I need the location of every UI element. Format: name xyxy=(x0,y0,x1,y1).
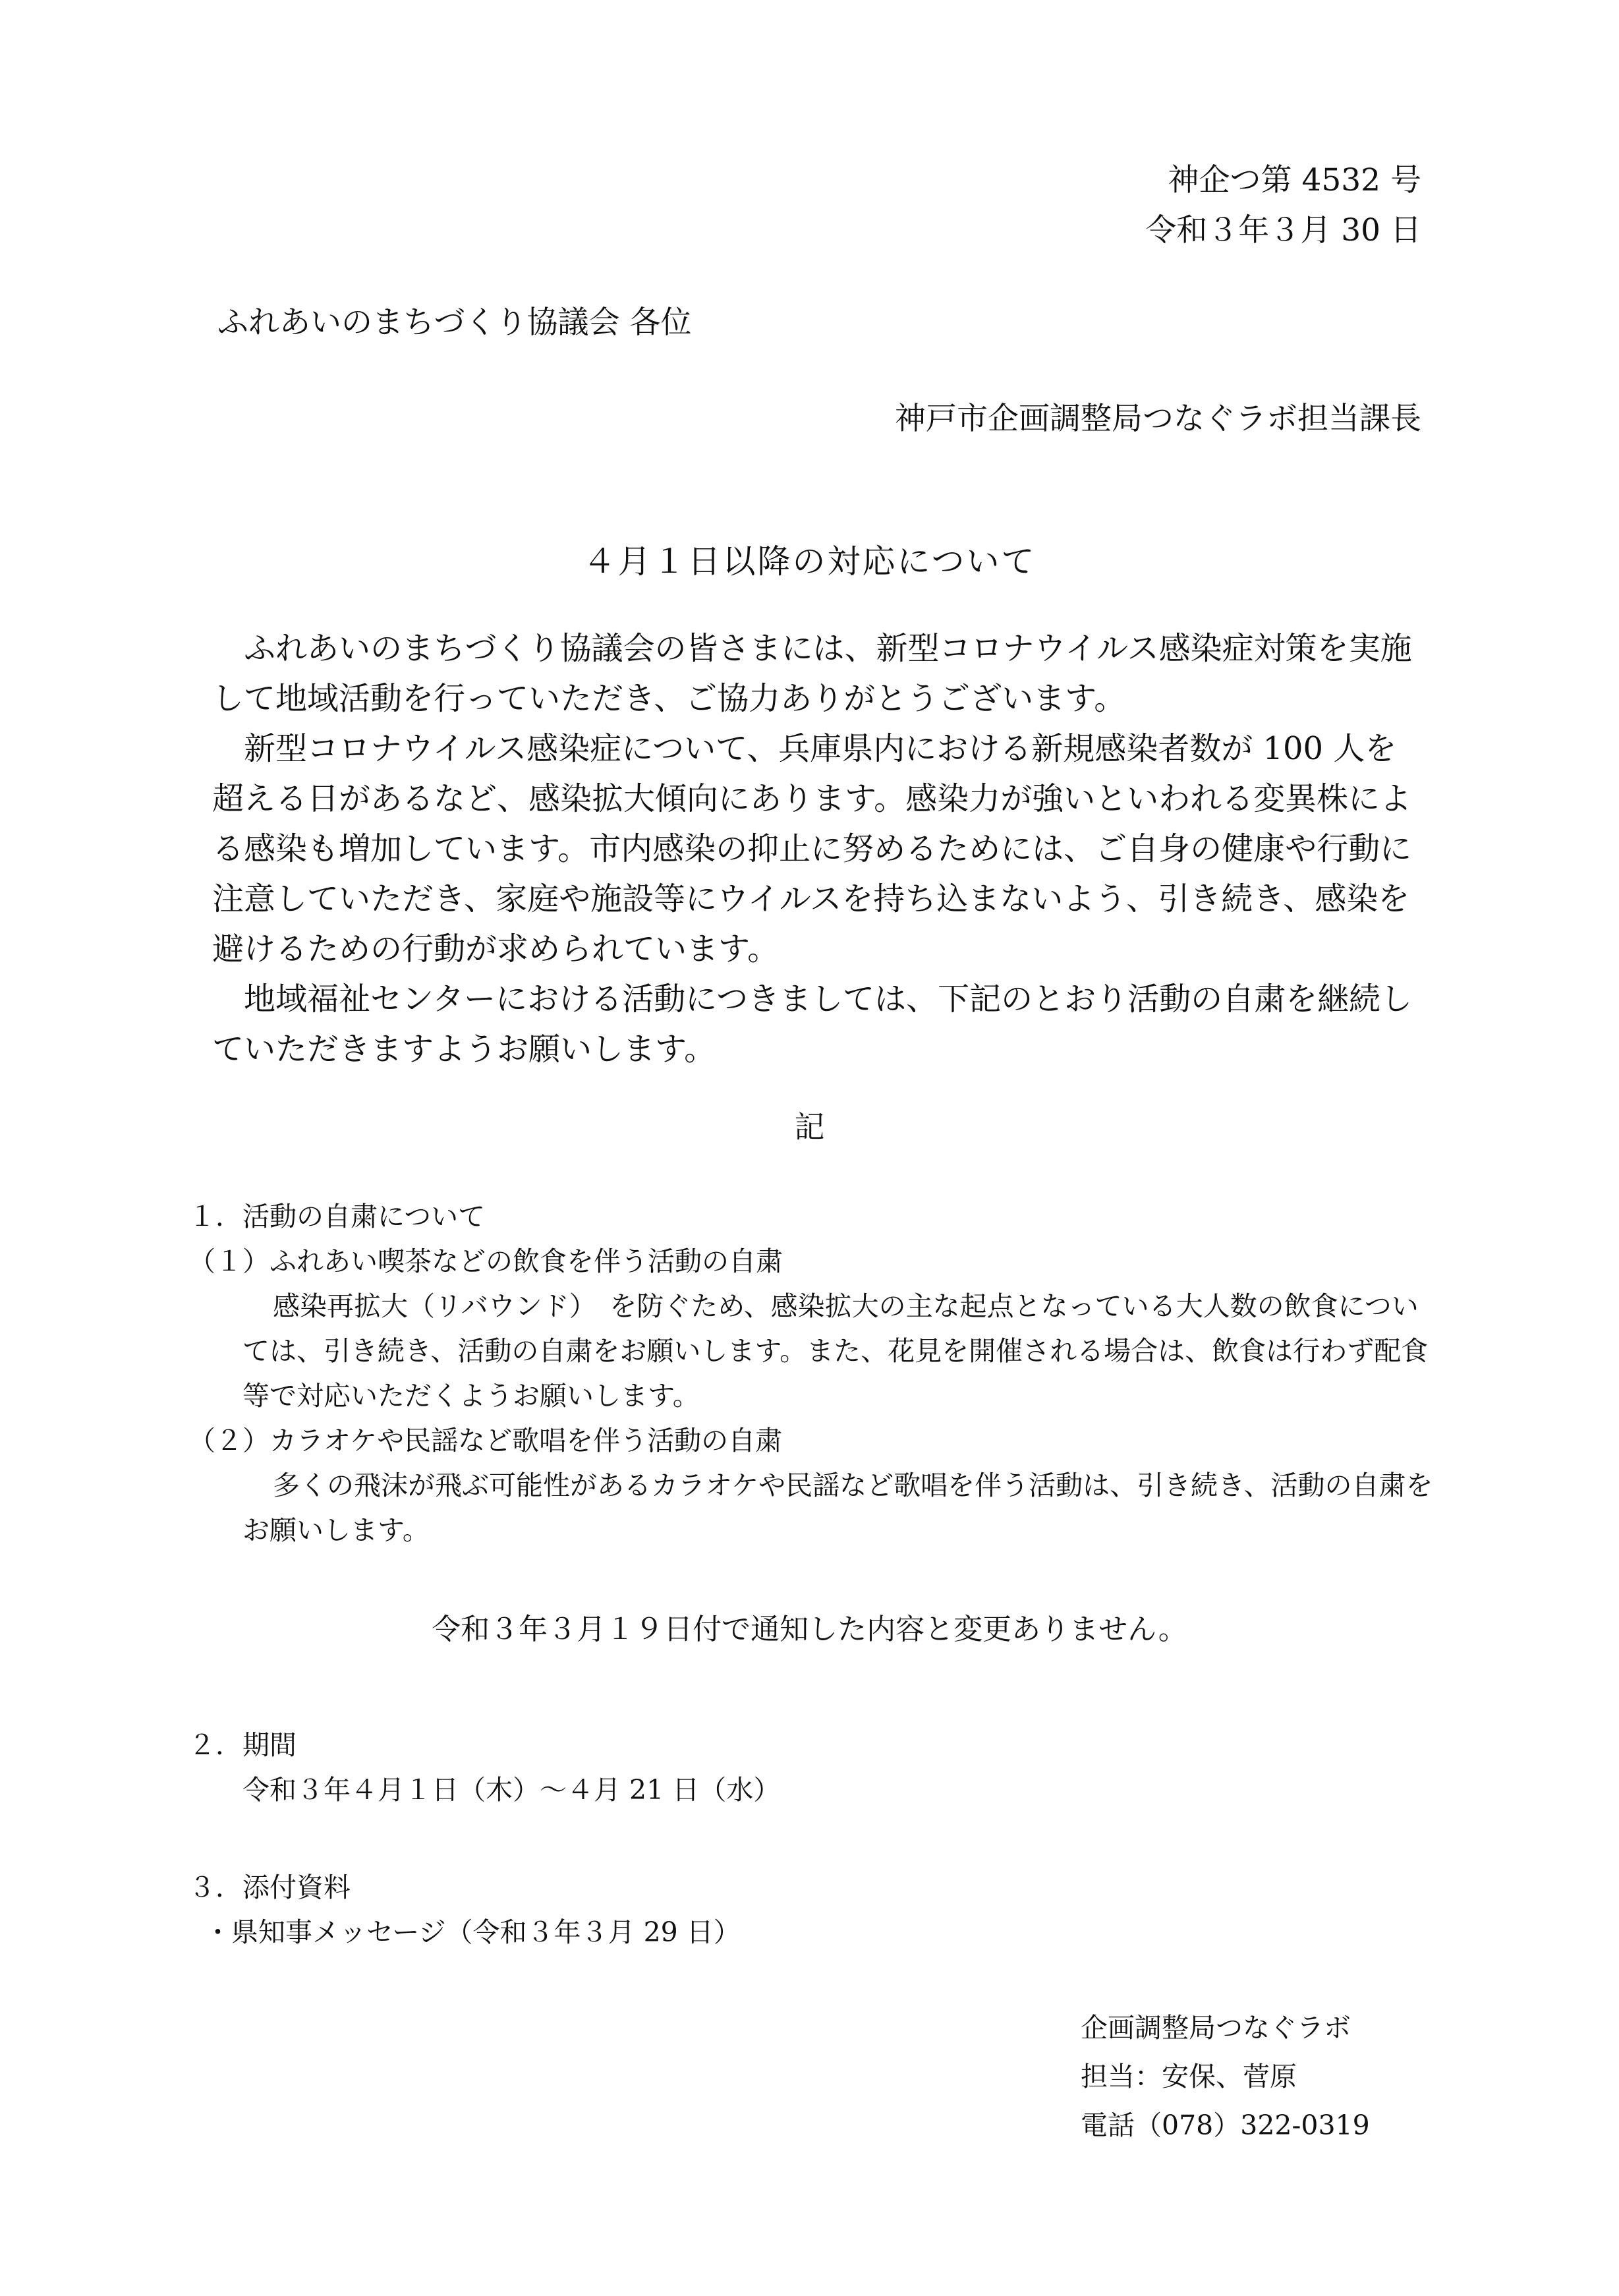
body-paragraph: ふれあいのまちづくり協議会の皆さまには、新型コロナウイルス感染症対策を実施して地域活動を行っていただき、ご協力ありがとうございます。 xyxy=(212,630,1412,717)
document-title: ４月１日以降の対応について xyxy=(582,542,1037,581)
sender: 神戸市企画調整局つなぐラボ担当課長 xyxy=(895,401,1421,437)
item-text: 多くの飛沫が飛ぶ可能性があるカラオケや民謡など歌唱を伴う活動は、引き続き、活動の自粛をお願いします。 xyxy=(242,1470,1433,1546)
section-attachments xyxy=(188,1865,1434,1955)
section-period xyxy=(188,1723,1434,1812)
item-heading: （２）カラオケや民謡など歌唱を伴う活動の自粛 xyxy=(188,1425,783,1456)
document-number: 神企つ第 4532 号 xyxy=(1168,162,1421,198)
ki-heading: 記 xyxy=(794,1109,825,1145)
section-heading: １．活動の自粛について xyxy=(188,1201,486,1232)
body-paragraph: 地域福祉センターにおける活動につきましては、下記のとおり活動の自粛を継続していただきますようお願いします。 xyxy=(212,981,1413,1068)
document-date: 令和３年３月 30 日 xyxy=(1145,212,1421,248)
contact-block xyxy=(1081,2003,1370,2150)
attachment-item: ・県知事メッセージ（令和３年３月 29 日） xyxy=(204,1916,741,1948)
section-heading: ３．添付資料 xyxy=(188,1872,351,1903)
body-paragraph: 新型コロナウイルス感染症について、兵庫県内における新規感染者数が 100 人を超える日があるなど、感染拡大傾向にあります。感染力が強いといわれる変異株による感染も増加しています。市内感染の抑止に努めるためには、ご自身の健康や行動に注意していただき、家庭や施設等にウイルスを持ち込まないよう、引き続き、感染を避けるための行動が求められています。 xyxy=(212,730,1412,967)
period-text: 令和３年４月１日（木）～４月 21 日（水） xyxy=(242,1774,781,1806)
contact-person: 担当：安保、菅原 xyxy=(1081,2061,1297,2092)
item-heading: （１）ふれあい喫茶などの飲食を伴う活動の自粛 xyxy=(188,1246,783,1277)
item-text: 感染再拡大（リバウンド） を防ぐため、感染拡大の主な起点となっている大人数の飲食については、引き続き、活動の自粛をお願いします。また、花見を開催される場合は、飲食は行わず配食等で対応いただくようお願いします。 xyxy=(242,1290,1429,1412)
section-activity-restraint xyxy=(188,1194,1434,1553)
body-text xyxy=(212,623,1425,1074)
contact-office: 企画調整局つなぐラボ xyxy=(1081,2012,1351,2044)
contact-phone: 電話（078）322-0319 xyxy=(1081,2109,1370,2141)
addressee: ふれあいのまちづくり協議会 各位 xyxy=(217,304,692,341)
notice-text: 令和３年３月１９日付で通知した内容と変更ありません。 xyxy=(432,1613,1187,1646)
section-heading: ２．期間 xyxy=(188,1729,297,1761)
